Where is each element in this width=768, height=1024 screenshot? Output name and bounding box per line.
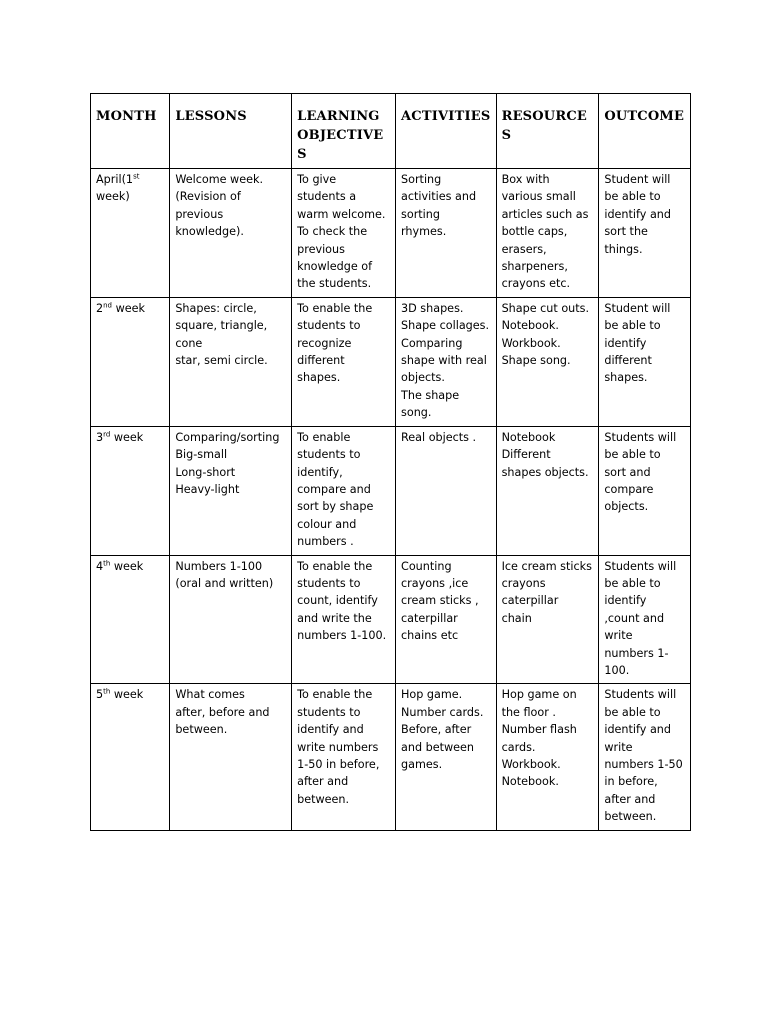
- month-text-suffix: week: [110, 688, 144, 702]
- table-row: [91, 684, 691, 830]
- month-text: 3: [96, 430, 104, 444]
- month-text: April(1: [96, 173, 134, 186]
- cell-month: [91, 555, 170, 684]
- month-ordinal: st: [133, 172, 140, 181]
- lesson-plan-table: [90, 93, 691, 831]
- month-text: 5: [96, 688, 104, 702]
- cell-resources: Notebook Different shapes objects.: [496, 426, 599, 555]
- cell-outcome: Students will be able to sort and compare objects.: [599, 426, 691, 555]
- cell-activities: 3D shapes. Shape collages. Comparing shape with real objects. The shape song.: [396, 297, 497, 426]
- header-learning-objectives: LEARNING OBJECTIVE S: [292, 94, 396, 169]
- month-text: 2: [96, 301, 104, 315]
- cell-month: [91, 169, 170, 298]
- header-outcome: OUTCOME: [599, 94, 691, 169]
- cell-objectives: To enable the students to recognize different shapes.: [292, 297, 396, 426]
- cell-lessons: Comparing/sorting Big-small Long-short Heavy-light: [170, 426, 292, 555]
- table-row: [91, 426, 691, 555]
- cell-objectives: To enable the students to count, identify and write the numbers 1-100.: [292, 555, 396, 684]
- header-activities: ACTIVITIES: [396, 94, 497, 169]
- month-text-suffix: week: [112, 301, 145, 315]
- table-row: [91, 297, 691, 426]
- cell-resources: Shape cut outs. Notebook. Workbook. Shape song.: [496, 297, 599, 426]
- cell-objectives: To enable students to identify, compare and sort by shape colour and numbers .: [292, 426, 396, 555]
- cell-month: [91, 684, 170, 830]
- cell-outcome: Student will be able to identify and sort the things.: [599, 169, 691, 298]
- month-text: 4: [96, 559, 104, 573]
- cell-objectives: To give students a warm welcome. To check the previous knowledge of the students.: [292, 169, 396, 298]
- cell-lessons: Numbers 1-100 (oral and written): [170, 555, 292, 684]
- cell-resources: Hop game on the floor . Number flash cards. Workbook. Notebook.: [496, 684, 599, 830]
- cell-objectives: To enable the students to identify and write numbers 1-50 in before, after and between.: [292, 684, 396, 830]
- month-text-suffix: week: [110, 559, 144, 573]
- month-text-suffix: week): [96, 190, 130, 204]
- cell-resources: Ice cream sticks crayons caterpillar chain: [496, 555, 599, 684]
- cell-activities: Sorting activities and sorting rhymes.: [396, 169, 497, 298]
- month-ordinal: th: [103, 558, 111, 567]
- header-resources: RESOURCES: [496, 94, 599, 169]
- cell-activities: Real objects .: [396, 426, 497, 555]
- cell-lessons: Welcome week. (Revision of previous knowledge).: [170, 169, 292, 298]
- table-row: [91, 169, 691, 298]
- month-ordinal: rd: [103, 429, 111, 438]
- cell-outcome: Students will be able to identify ,count and write numbers 1- 100.: [599, 555, 691, 684]
- cell-resources: Box with various small articles such as bottle caps, erasers, sharpeners, crayons etc.: [496, 169, 599, 298]
- month-text-suffix: week: [110, 430, 144, 444]
- cell-lessons: Shapes: circle, square, triangle, cone star, semi circle.: [170, 297, 292, 426]
- cell-activities: Hop game. Number cards. Before, after and between games.: [396, 684, 497, 830]
- month-ordinal: th: [103, 687, 111, 696]
- cell-outcome: Student will be able to identify different shapes.: [599, 297, 691, 426]
- cell-month: [91, 426, 170, 555]
- cell-outcome: Students will be able to identify and write numbers 1-50 in before, after and between.: [599, 684, 691, 830]
- table-header-row: [91, 94, 691, 169]
- table-row: [91, 555, 691, 684]
- cell-month: [91, 297, 170, 426]
- month-ordinal: nd: [103, 301, 113, 310]
- cell-lessons: What comes after, before and between.: [170, 684, 292, 830]
- header-lessons: LESSONS: [170, 94, 292, 169]
- header-month: MONTH: [91, 94, 170, 169]
- cell-activities: Counting crayons ,ice cream sticks , caterpillar chains etc: [396, 555, 497, 684]
